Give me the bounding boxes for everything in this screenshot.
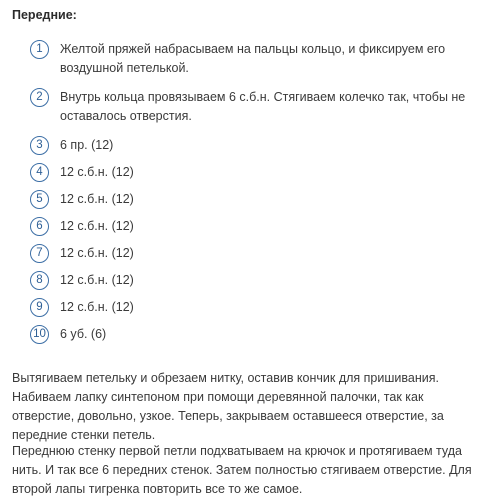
step-number-badge: 2 [30, 88, 49, 107]
step-item [30, 217, 485, 236]
step-number-badge: 1 [30, 40, 49, 59]
step-text: Желтой пряжей набрасываем на пальцы кольцо, и фиксируем его воздушной петелькой. [60, 42, 446, 75]
step-text: 12 с.б.н. (12) [60, 165, 134, 179]
steps-list [30, 40, 485, 352]
step-text: 12 с.б.н. (12) [60, 300, 134, 314]
step-item [30, 88, 485, 126]
step-text: 6 уб. (6) [60, 327, 107, 341]
step-text: 12 с.б.н. (12) [60, 192, 134, 206]
step-number-badge: 10 [30, 325, 49, 344]
step-number-badge: 4 [30, 163, 49, 182]
step-text: 6 пр. (12) [60, 138, 114, 152]
body-paragraph: Переднюю стенку первой петли подхватываем на крючок и протягиваем туда нить. И так все 6 передних стенок. Затем полностью стягиваем отверстие. Для второй лапы тигренка повторить все то же самое. [12, 444, 472, 496]
step-number-badge: 8 [30, 271, 49, 290]
step-item [30, 163, 485, 182]
step-item [30, 190, 485, 209]
step-number-badge: 7 [30, 244, 49, 263]
body-paragraph: Вытягиваем петельку и обрезаем нитку, оставив кончик для пришивания. Набиваем лапку синтепоном при помощи деревянной палочки, так как отверстие, довольно, узкое. Теперь, закрываем оставшееся отверстие, за передние стенки петель. [12, 371, 444, 442]
step-item [30, 244, 485, 263]
step-item [30, 325, 485, 344]
step-item [30, 298, 485, 317]
step-item [30, 271, 485, 290]
step-text: 12 с.б.н. (12) [60, 246, 134, 260]
step-number-badge: 5 [30, 190, 49, 209]
step-number-badge: 9 [30, 298, 49, 317]
step-text: 12 с.б.н. (12) [60, 219, 134, 233]
step-number-badge: 3 [30, 136, 49, 155]
section-heading: Передние: [12, 8, 77, 22]
step-item [30, 40, 485, 78]
step-text: Внутрь кольца провязываем 6 с.б.н. Стягиваем колечко так, чтобы не оставалось отверстия. [60, 90, 466, 123]
step-item [30, 136, 485, 155]
step-text: 12 с.б.н. (12) [60, 273, 134, 287]
step-number-badge: 6 [30, 217, 49, 236]
